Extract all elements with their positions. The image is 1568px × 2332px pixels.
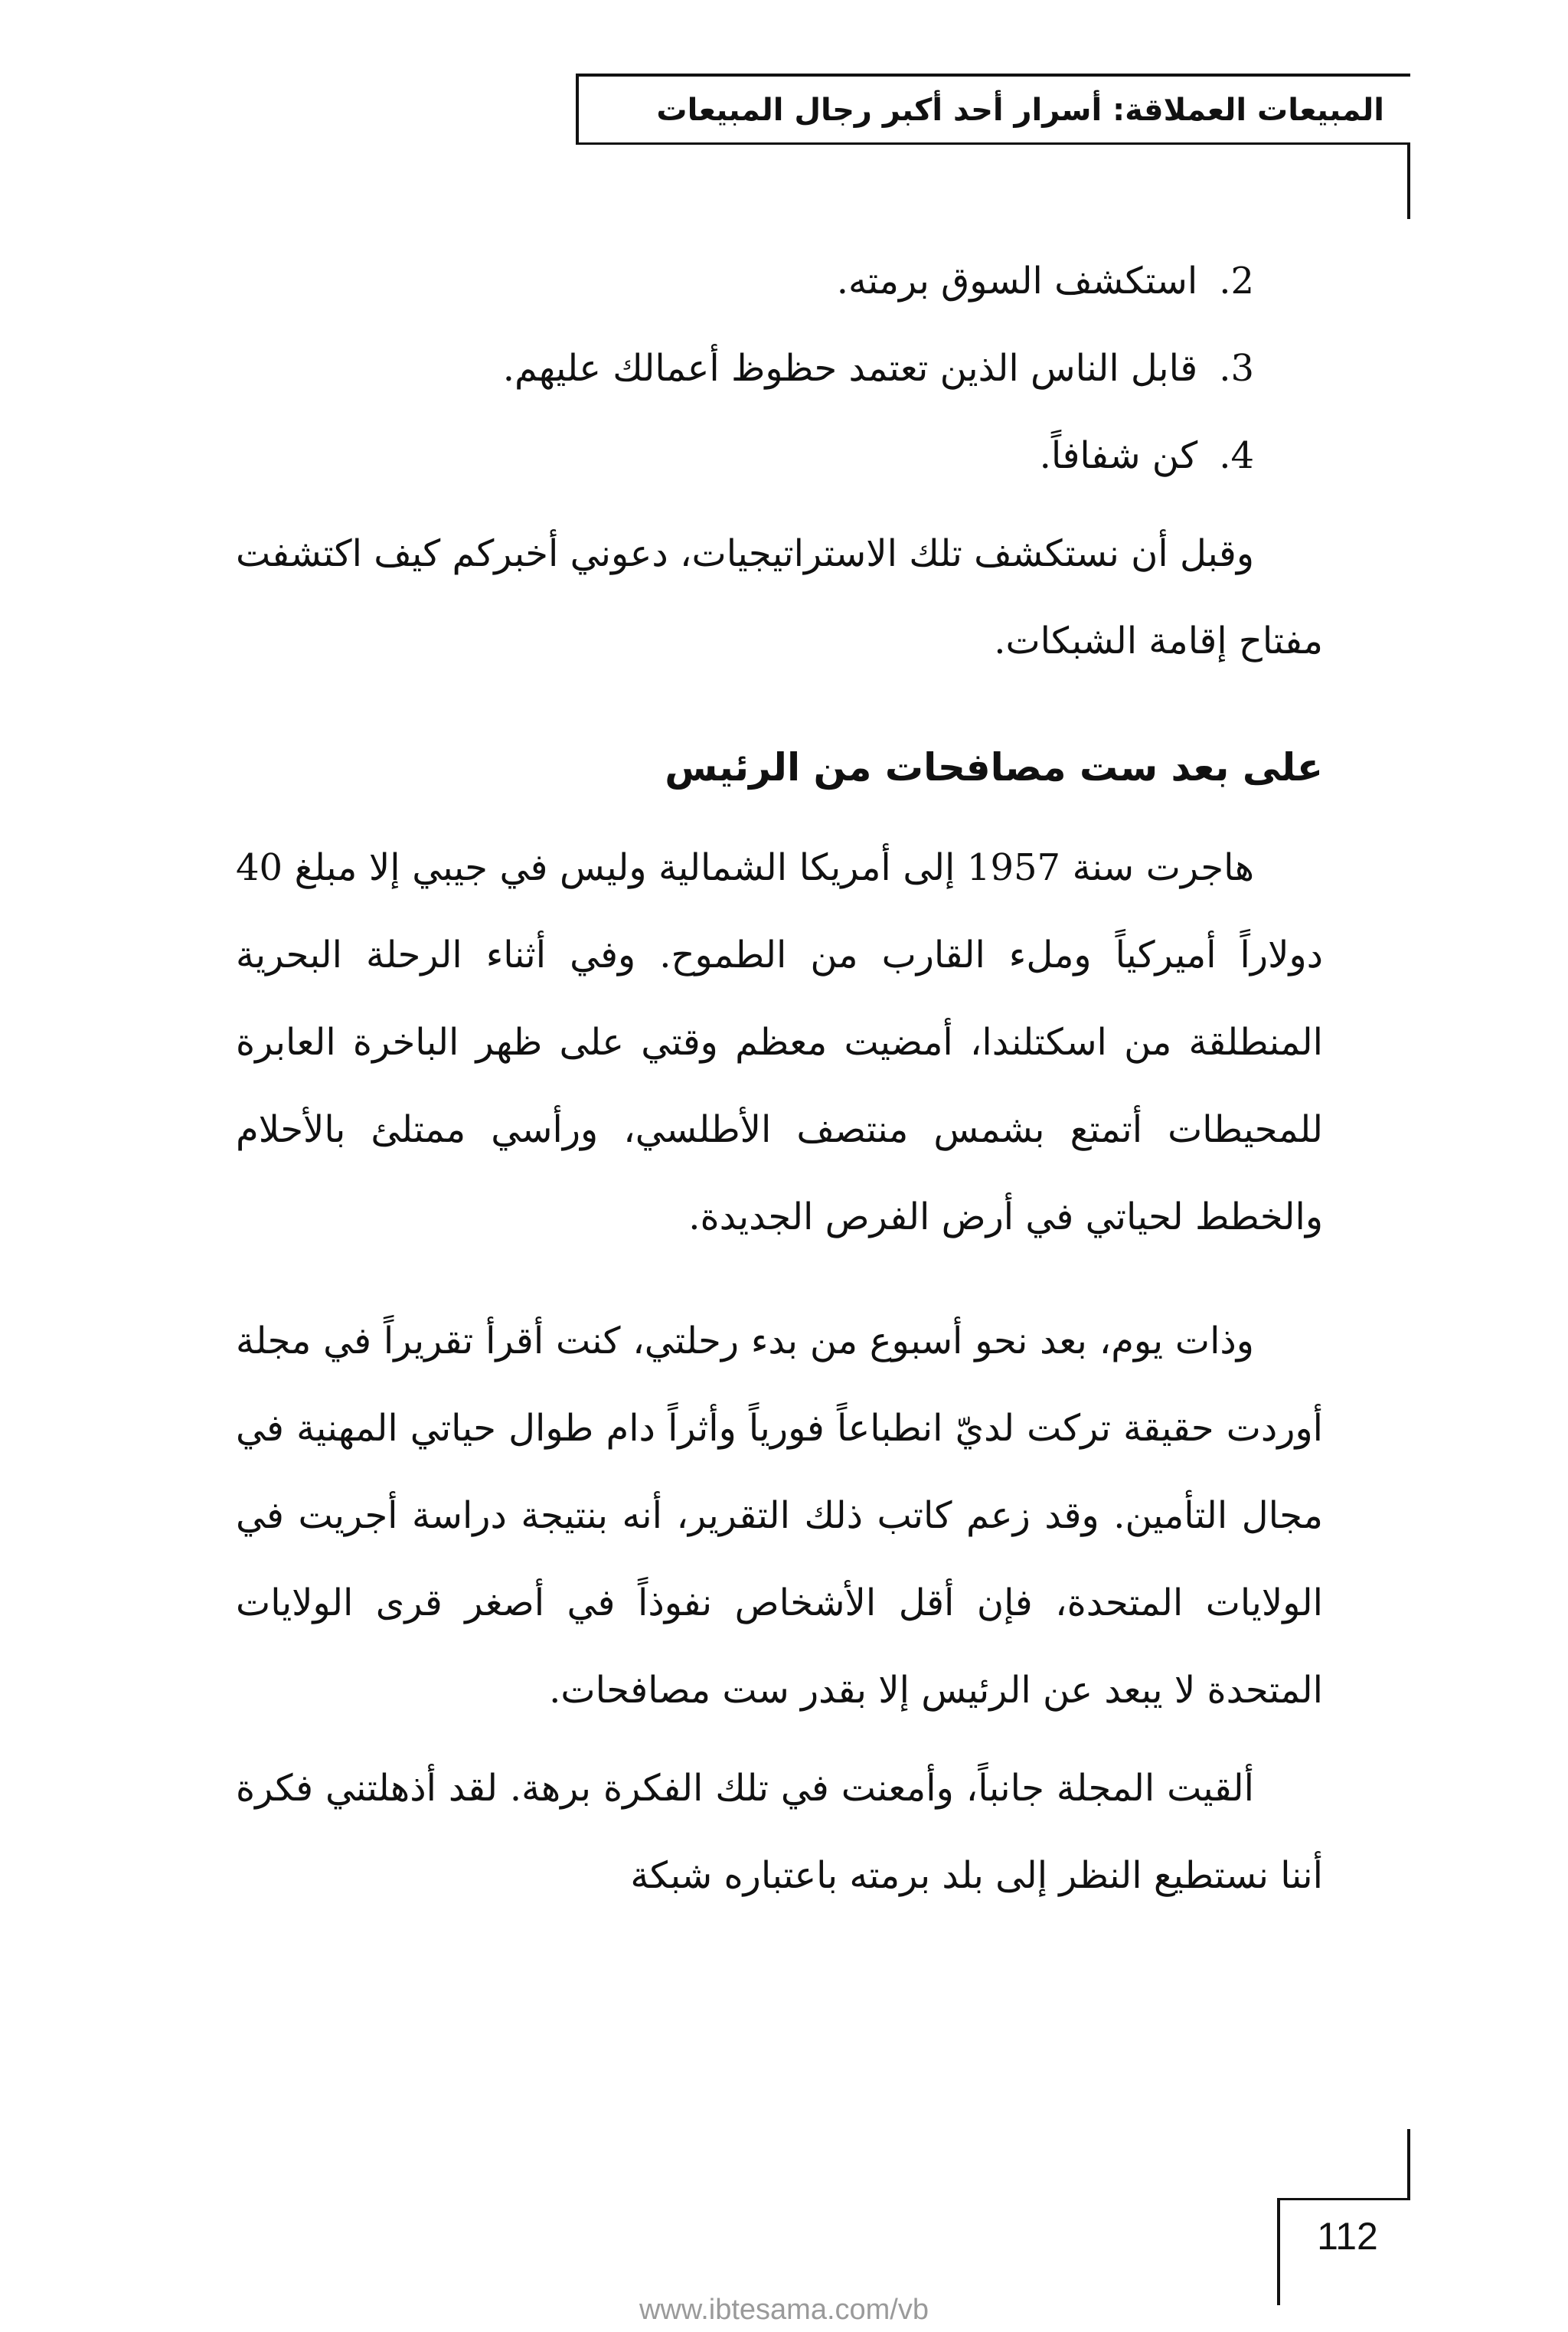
page-body [236, 237, 1323, 1919]
list-item-text: كن شفافاً. [1039, 434, 1198, 477]
list-item-text: استكشف السوق برمته. [836, 260, 1198, 303]
list-item-number: 4. [1219, 434, 1254, 477]
list-item [236, 325, 1323, 412]
list-item [236, 237, 1323, 325]
header-rule-bottom [576, 142, 1410, 145]
spacer [236, 499, 1323, 510]
list-item-number: 3. [1219, 347, 1254, 390]
spacer [236, 813, 1323, 824]
list-item-number: 2. [1219, 260, 1254, 303]
list-item-text: قابل الناس الذين تعتمد حظوظ أعمالك عليهم. [502, 347, 1198, 390]
spacer [236, 685, 1323, 721]
header-right-tick [1407, 142, 1410, 219]
footer-rule [1277, 2198, 1410, 2200]
footer-rule-vertical-right [1407, 2129, 1410, 2200]
spacer [236, 1734, 1323, 1745]
footer-rule-vertical-left [1277, 2198, 1280, 2305]
body-paragraph: هاجرت سنة 1957 إلى أمريكا الشمالية وليس في جيبي إلا مبلغ 40 دولاراً أميركياً وملء القارب من الطموح. وفي أثناء الرحلة البحرية المنطلقة من اسكتلندا، أمضيت معظم وقتي على ظهر الباخرة العابرة للمحيطات أتمتع بشمس منتصف الأطلسي، ورأسي ممتلئ بالأحلام والخطط لحياتي في أرض الفرص الجديدة. [236, 846, 1323, 1238]
section-heading: على بعد ست مصافحات من الرئيس [665, 745, 1323, 790]
header-left-tick [576, 74, 579, 144]
body-paragraph: ألقيت المجلة جانباً، وأمعنت في تلك الفكرة برهة. لقد أذهلتني فكرة أننا نستطيع النظر إلى بلد برمته باعتباره شبكة [236, 1767, 1323, 1897]
running-title: المبيعات العملاقة: أسرار أحد أكبر رجال المبيعات [656, 93, 1384, 128]
header-rule-top [576, 74, 1410, 77]
list-item [236, 412, 1323, 499]
page-number: 112 [1317, 2215, 1378, 2258]
intro-paragraph: وقبل أن نستكشف تلك الاستراتيجيات، دعوني أخبركم كيف اكتشفت مفتاح إقامة الشبكات. [236, 532, 1323, 662]
spacer [236, 1261, 1323, 1297]
body-paragraph: وذات يوم، بعد نحو أسبوع من بدء رحلتي، كنت أقرأ تقريراً في مجلة أوردت حقيقة تركت لديّ انطباعاً فورياً وأثراً دام طوال حياتي المهنية في مجال التأمين. وقد زعم كاتب ذلك التقرير، أنه بنتيجة دراسة أجريت في الولايات المتحدة، فإن أقل الأشخاص نفوذاً في أصغر قرى الولايات المتحدة لا يبعد عن الرئيس إلا بقدر ست مصافحات. [236, 1320, 1323, 1712]
watermark-link[interactable]: www.ibtesama.com/vb [639, 2294, 929, 2326]
